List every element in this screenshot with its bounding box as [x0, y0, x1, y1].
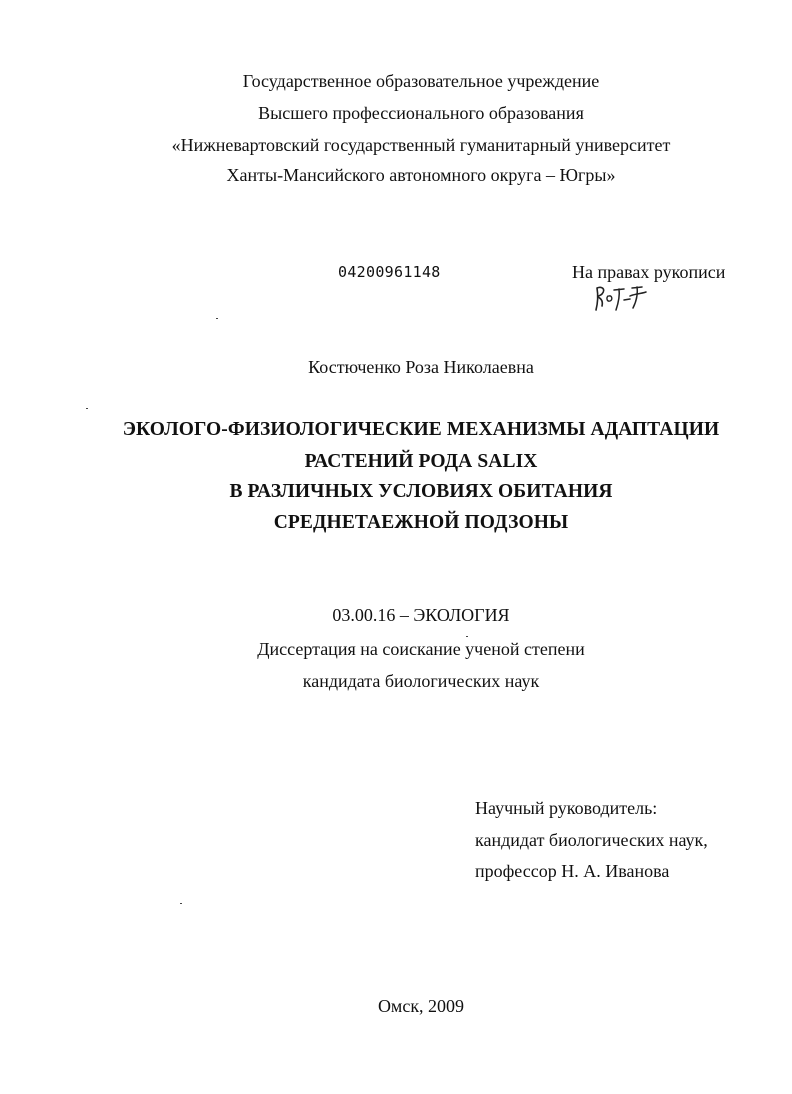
registration-number: 04200961148	[338, 263, 441, 281]
place-and-year: Омск, 2009	[377, 996, 465, 1016]
title-line-3: В РАЗЛИЧНЫХ УСЛОВИЯХ ОБИТАНИЯ	[229, 481, 613, 502]
specialty-code: 03.00.16 – ЭКОЛОГИЯ	[332, 605, 510, 625]
scan-speck	[86, 408, 88, 409]
signature-mark	[590, 282, 650, 314]
title-line-1: ЭКОЛОГО-ФИЗИОЛОГИЧЕСКИЕ МЕХАНИЗМЫ АДАПТАЦИИ	[122, 419, 720, 440]
scan-speck	[216, 318, 218, 319]
degree-line-2: кандидата биологических наук	[302, 671, 540, 691]
title-line-2: РАСТЕНИЙ РОДА SALIX	[304, 451, 538, 472]
institution-line-3: «Нижневартовский государственный гуманитарный университет	[171, 135, 671, 155]
degree-line-1: Диссертация на соискание ученой степени	[257, 639, 585, 659]
author-name: Костюченко Роза Николаевна	[308, 357, 534, 377]
institution-line-2: Высшего профессионального образования	[258, 103, 584, 123]
supervisor-label: Научный руководитель:	[475, 798, 658, 818]
scan-speck	[180, 903, 182, 904]
supervisor-name: профессор Н. А. Иванова	[475, 861, 670, 881]
institution-line-4: Ханты-Мансийского автономного округа – Югры»	[226, 165, 616, 185]
title-line-4: СРЕДНЕТАЕЖНОЙ ПОДЗОНЫ	[273, 512, 569, 533]
scan-speck	[466, 636, 468, 637]
rights-note: На правах рукописи	[572, 262, 726, 282]
institution-line-1: Государственное образовательное учреждение	[242, 71, 600, 91]
supervisor-degree: кандидат биологических наук,	[475, 830, 708, 850]
